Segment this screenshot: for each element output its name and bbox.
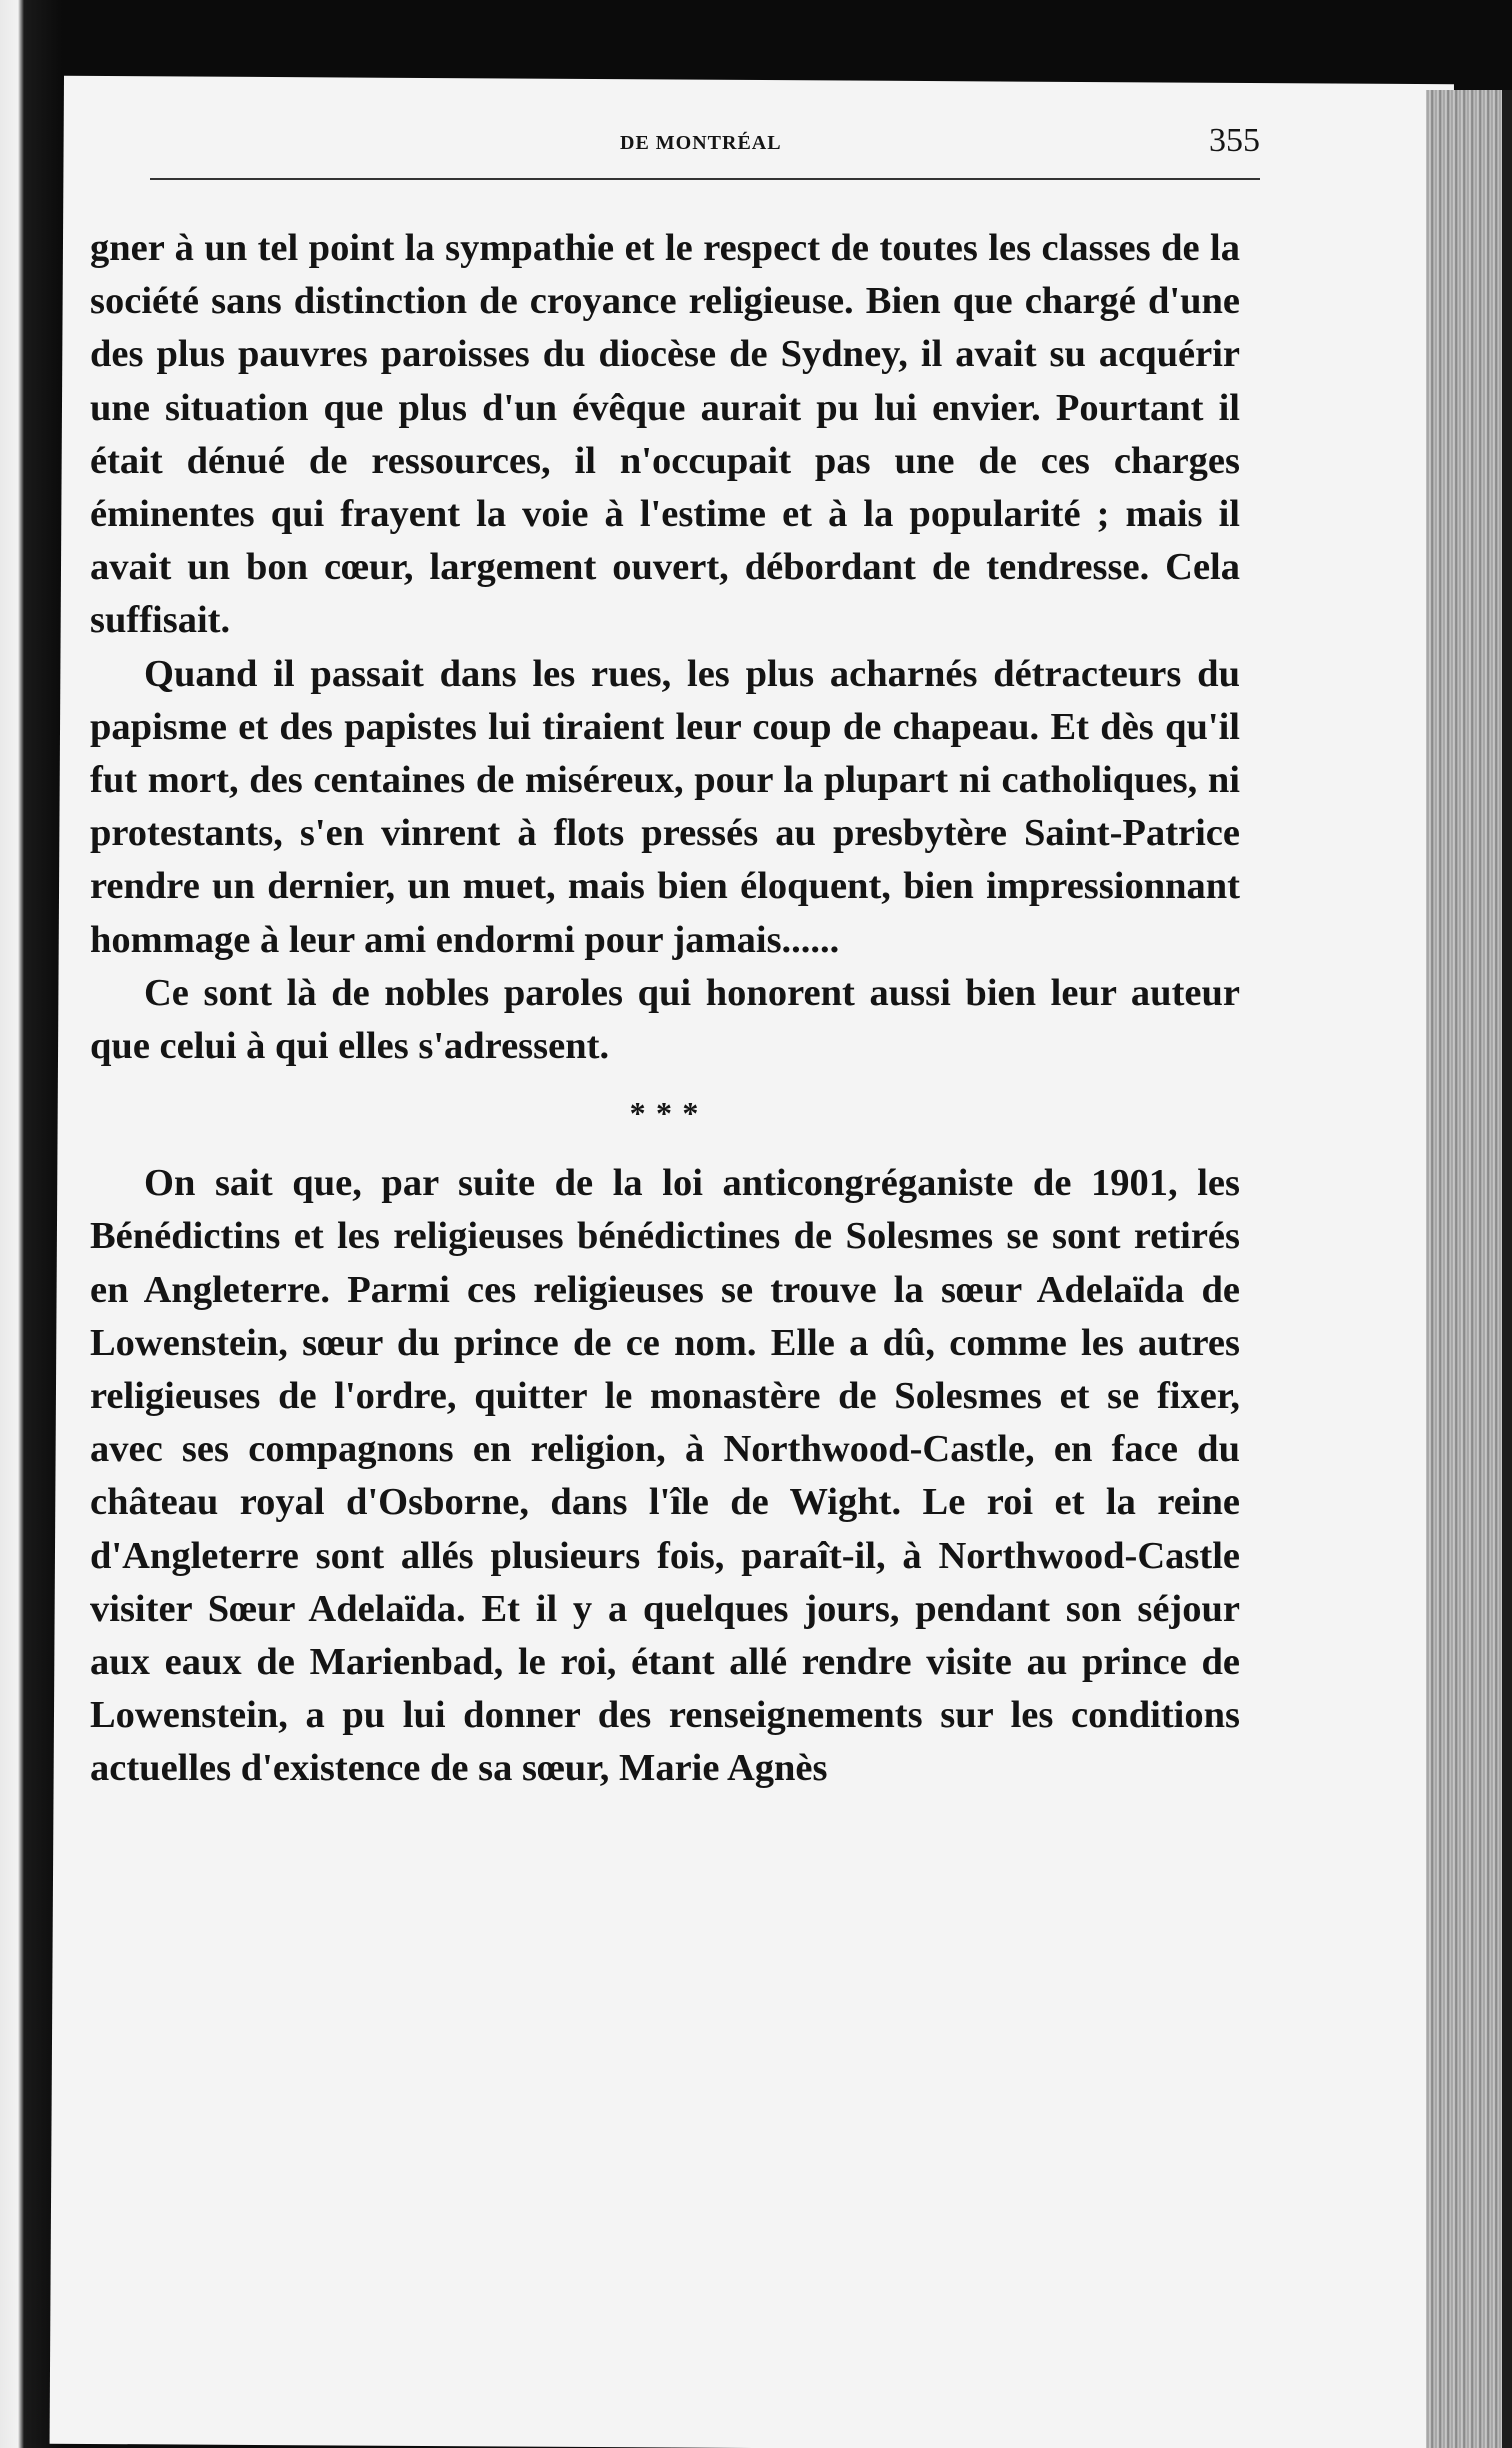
page-number: 355 (1209, 122, 1260, 159)
paragraph-1: gner à un tel point la sympathie et le respect de toutes les classes de la société sans distinction de croyance religieuse. Bien que chargé d'une des plus pauvres paroisses du diocèse de Sydney, il avait su acquérir une situation que plus d'un évêque aurait pu lui envier. Pourtant il était dénué de ressources, il n'occupait pas une de ces charges éminentes qui frayent la voie à l'estime et à la popularité ; mais il avait un bon cœur, largement ouvert, débordant de tendresse. Cela suffisait. (90, 227, 1240, 642)
paragraph-4: On sait que, par suite de la loi anticongréganiste de 1901, les Bénédictins et les religieuses bénédictines de Solesmes se sont retirés en Angleterre. Parmi ces religieuses se trouve la sœur Adelaïda de Lowenstein, sœur du prince de ce nom. Elle a dû, comme les autres religieuses de l'ordre, quitter le monastère de Solesmes et se fixer, avec ses compagnons en religion, à Northwood-Castle, en face du château royal d'Osborne, dans l'île de Wight. Le roi et la reine d'Angleterre sont allés plusieurs fois, paraît-il, à Northwood-Castle visiter Sœur Adelaïda. Et il y a quelques jours, pendant son séjour aux eaux de Marienbad, le roi, étant allé rendre visite au prince de Lowenstein, a pu lui donner des renseignements sur les conditions actuelles d'existence de sa sœur, Marie Agnès (90, 1162, 1240, 1790)
body-text (90, 222, 1240, 1796)
header-rule (150, 178, 1260, 180)
section-asterism: * * * (629, 1095, 701, 1132)
running-head-title: DE MONTRÉAL (620, 132, 782, 154)
running-head (150, 118, 1260, 168)
paragraph-3: Ce sont là de nobles paroles qui honorent aussi bien leur auteur que celui à qui elles s'adressent. (90, 971, 1240, 1068)
scan-right-border (1502, 90, 1512, 2448)
paragraph-2: Quand il passait dans les rues, les plus acharnés détracteurs du papisme et des papistes lui tiraient leur coup de chapeau. Et dès qu'il fut mort, des centaines de miséreux, pour la plupart ni catholiques, ni protestants, s'en vinrent à flots pressés au presbytère Saint-Patrice rendre un dernier, un muet, mais bien éloquent, bien impressionnant hommage à leur ami endormi pour jamais...... (90, 652, 1240, 961)
scan-top-border (0, 0, 1512, 80)
stacked-page-edges (1426, 90, 1512, 2448)
